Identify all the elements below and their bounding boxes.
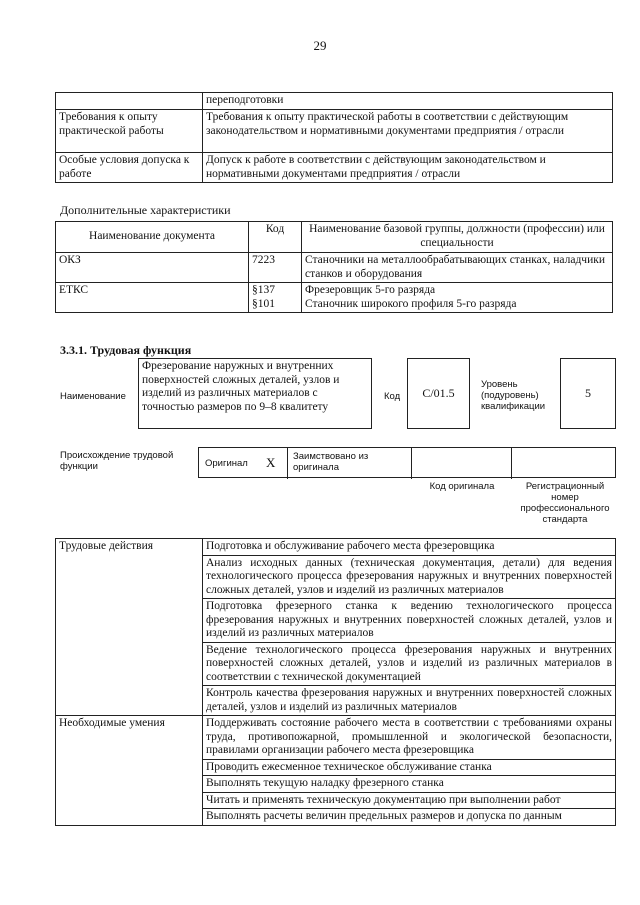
function-heading: 3.3.1. Трудовая функция xyxy=(60,343,192,357)
list-item: Ведение технологического процесса фрезерования наружных и внутренних поверхностей сложных деталей, узлов и изделий из различных материалов в соответствии с технической документацией xyxy=(203,642,616,686)
col-header-code: Код xyxy=(249,222,302,253)
code-box xyxy=(407,358,470,429)
row-label: Особые условия допуска к работе xyxy=(56,153,203,183)
list-item: Контроль качества фрезерования наружных и внутренних поверхностей сложных деталей, узлов и изделий из различных материалов xyxy=(203,686,616,716)
actions-table xyxy=(55,538,616,826)
cell-code: §137 §101 xyxy=(249,283,302,313)
list-item: Выполнять текущую наладку фрезерного станка xyxy=(203,776,616,793)
additional-table xyxy=(55,221,613,313)
original-label: Оригинал xyxy=(205,458,248,469)
col-header-doc: Наименование документа xyxy=(56,222,249,253)
table-row xyxy=(56,93,613,110)
cell-code: 7223 xyxy=(249,253,302,283)
table-row xyxy=(56,539,616,556)
row-label xyxy=(56,93,203,110)
table-row xyxy=(56,283,613,313)
function-name-box xyxy=(138,358,372,429)
borrowed-label: Заимствовано из оригинала xyxy=(293,451,369,473)
function-name-value: Фрезерование наружных и внутренних поверхностей сложных деталей, узлов и изделий из различных материалов с точностью размеров по 9–8 квалитету xyxy=(142,360,340,413)
original-mark: X xyxy=(266,455,276,470)
cell-name: Фрезеровщик 5-го разряда Станочник широкого профиля 5-го разряда xyxy=(302,283,613,313)
cell-doc: ЕТКС xyxy=(56,283,249,313)
cell-name: Станочники на металлообрабатывающих станках, наладчики станков и оборудования xyxy=(302,253,613,283)
code-label: Код xyxy=(384,391,401,402)
origin-label: Происхождение трудовой функции xyxy=(60,450,174,472)
level-label: Уровень (подуровень) квалификации xyxy=(481,379,546,412)
list-item: Анализ исходных данных (техническая документация, детали) для ведения технологического процесса фрезерования наружных и внутренних поверхностей сложных деталей, узлов и изделий из различных материалов xyxy=(203,555,616,599)
row-value: переподготовки xyxy=(203,93,613,110)
code-value: C/01.5 xyxy=(422,386,455,400)
row-value: Допуск к работе в соответствии с действующим законодательством и нормативными документами предприятия / отрасли xyxy=(203,153,613,183)
reg-number-label: Регистрационный номер профессионального стандарта xyxy=(520,481,610,525)
requirements-table xyxy=(55,92,613,183)
table-row xyxy=(56,110,613,153)
list-item: Подготовка и обслуживание рабочего места фрезеровщика xyxy=(203,539,616,556)
list-item: Подготовка фрезерного станка к ведению технологического процесса фрезерования наружных и внутренних поверхностей сложных деталей, узлов и изделий из различных материалов xyxy=(203,599,616,643)
page-number: 29 xyxy=(313,38,327,53)
table-row xyxy=(56,153,613,183)
list-item: Читать и применять техническую документацию при выполнении работ xyxy=(203,792,616,809)
skills-label: Необходимые умения xyxy=(56,716,203,826)
row-value: Требования к опыту практической работы в соответствии с действующим законодательством и нормативными документами предприятия / отрасли xyxy=(203,110,613,153)
table-header-row xyxy=(56,222,613,253)
cell-doc: ОКЗ xyxy=(56,253,249,283)
list-item: Выполнять расчеты величин предельных размеров и допуска по данным xyxy=(203,809,616,826)
level-value: 5 xyxy=(585,386,591,400)
col-header-name: Наименование базовой группы, должности (профессии) или специальности xyxy=(302,222,613,253)
additional-heading: Дополнительные характеристики xyxy=(60,203,231,217)
level-box xyxy=(560,358,616,429)
table-row xyxy=(56,253,613,283)
row-label: Требования к опыту практической работы xyxy=(56,110,203,153)
list-item: Поддерживать состояние рабочего места в соответствии с требованиями охраны труда, противопожарной, промышленной и экологической безопасности, правилами организации рабочего места фрезеровщика xyxy=(203,716,616,760)
table-row xyxy=(56,716,616,760)
code-original-label: Код оригинала xyxy=(429,481,495,492)
labor-actions-label: Трудовые действия xyxy=(56,539,203,716)
list-item: Проводить ежесменное техническое обслуживание станка xyxy=(203,759,616,776)
origin-row xyxy=(198,447,616,478)
name-label: Наименование xyxy=(60,391,126,402)
